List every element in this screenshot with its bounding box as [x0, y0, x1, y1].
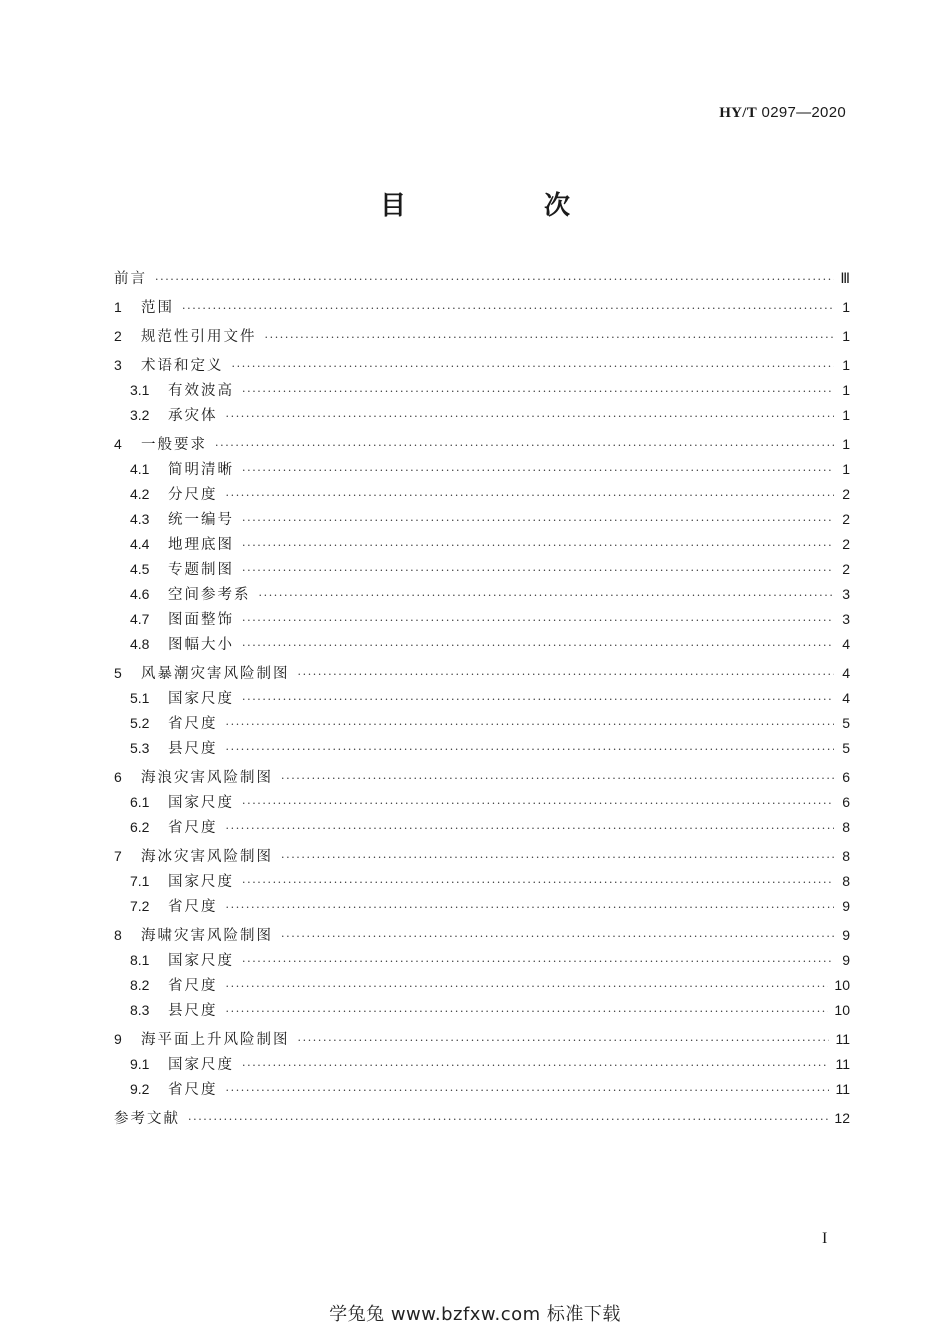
- toc-entry[interactable]: [114, 532, 850, 557]
- toc-entry-number: 9: [114, 1031, 122, 1047]
- toc-entry-label: 县尺度: [168, 1003, 218, 1019]
- toc-entry[interactable]: [114, 1052, 850, 1077]
- toc-entry[interactable]: [114, 948, 850, 973]
- toc-entry-label: 参考文献: [114, 1111, 180, 1127]
- toc-entry-label: 图幅大小: [168, 637, 234, 653]
- toc-entry-label: 图面整饰: [168, 612, 234, 628]
- toc-entry-page: 2: [842, 511, 850, 527]
- toc-entry-label: 海浪灾害风险制图: [141, 770, 273, 786]
- toc-dot-leader: [226, 974, 829, 999]
- toc-entry-label: 省尺度: [168, 716, 218, 732]
- toc-dot-leader: [215, 433, 834, 458]
- toc-entry[interactable]: [114, 266, 850, 291]
- toc-entry-number: 5.3: [130, 740, 150, 756]
- toc-entry-page: 1: [842, 357, 850, 373]
- toc-dot-leader: [242, 458, 834, 483]
- toc-dot-leader: [242, 608, 834, 633]
- toc-entry-label: 国家尺度: [168, 691, 234, 707]
- toc-entry-page: 11: [835, 1056, 850, 1072]
- toc-dot-leader: [281, 845, 834, 870]
- toc-dot-leader: [188, 1107, 828, 1132]
- toc-dot-leader: [242, 633, 834, 658]
- toc-entry[interactable]: [114, 815, 850, 840]
- toc-dot-leader: [226, 999, 829, 1024]
- toc-entry-label: 省尺度: [168, 899, 218, 915]
- toc-dot-leader: [226, 483, 835, 508]
- toc-entry-number: 4.8: [130, 636, 150, 652]
- document-code-prefix: HY/T: [719, 105, 758, 121]
- toc-dot-leader: [281, 924, 834, 949]
- toc-entry-page: 2: [842, 561, 850, 577]
- toc-entry-label: 国家尺度: [168, 795, 234, 811]
- toc-dot-leader: [226, 404, 835, 429]
- toc-entry-number: 6.1: [130, 794, 150, 810]
- toc-entry-label: 分尺度: [168, 487, 218, 503]
- toc-entry[interactable]: [114, 1027, 850, 1052]
- toc-entry-page: 12: [834, 1110, 850, 1126]
- toc-entry[interactable]: [114, 894, 850, 919]
- toc-dot-leader: [259, 583, 835, 608]
- toc-entry-page: 11: [835, 1031, 850, 1047]
- toc-entry-number: 4.5: [130, 561, 150, 577]
- toc-dot-leader: [281, 766, 834, 791]
- toc-entry-number: 3.2: [130, 407, 150, 423]
- toc-entry-page: 10: [834, 1002, 850, 1018]
- toc-entry[interactable]: [114, 973, 850, 998]
- toc-dot-leader: [242, 687, 834, 712]
- toc-entry-page: 9: [842, 927, 850, 943]
- toc-entry-number: 8: [114, 927, 122, 943]
- toc-entry[interactable]: [114, 378, 850, 403]
- toc-entry-page: 5: [842, 740, 850, 756]
- toc-entry-label: 空间参考系: [168, 587, 251, 603]
- toc-entry[interactable]: [114, 790, 850, 815]
- toc-entry-page: 1: [842, 299, 850, 315]
- watermark-footer: 学兔兔 www.bzfxw.com 标准下载: [329, 1304, 621, 1325]
- toc-dot-leader: [298, 1028, 830, 1053]
- toc-entry-number: 5.2: [130, 715, 150, 731]
- toc-entry-number: 8.1: [130, 952, 150, 968]
- toc-dot-leader: [232, 354, 835, 379]
- toc-entry[interactable]: [114, 1077, 850, 1102]
- toc-entry-page: 8: [842, 819, 850, 835]
- page-number: I: [822, 1230, 828, 1247]
- toc-entry-page: 1: [842, 461, 850, 477]
- toc-entry-label: 海冰灾害风险制图: [141, 849, 273, 865]
- toc-entry-label: 风暴潮灾害风险制图: [141, 666, 290, 682]
- document-code-number: 0297—2020: [761, 104, 846, 121]
- toc-entry-page: 1: [842, 407, 850, 423]
- toc-dot-leader: [226, 895, 835, 920]
- toc-entry-page: 11: [835, 1081, 850, 1097]
- toc-dot-leader: [242, 508, 834, 533]
- toc-dot-leader: [226, 1078, 830, 1103]
- toc-entry-number: 5.1: [130, 690, 150, 706]
- toc-entry[interactable]: [114, 765, 850, 790]
- toc-entry-page: 2: [842, 486, 850, 502]
- toc-entry-page: 5: [842, 715, 850, 731]
- toc-entry-number: 4.6: [130, 586, 150, 602]
- toc-entry-number: 9.1: [130, 1056, 150, 1072]
- toc-dot-leader: [298, 662, 835, 687]
- toc-entry-label: 前言: [114, 271, 147, 287]
- page-title: 目 次: [379, 191, 626, 221]
- toc-entry-label: 国家尺度: [168, 874, 234, 890]
- toc-entry-page: 1: [842, 328, 850, 344]
- toc-entry[interactable]: [114, 457, 850, 482]
- toc-entry-number: 7.1: [130, 873, 150, 889]
- toc-entry-label: 简明清晰: [168, 462, 234, 478]
- toc-entry[interactable]: [114, 432, 850, 457]
- toc-entry-page: 8: [842, 873, 850, 889]
- toc-dot-leader: [265, 325, 835, 350]
- toc-entry-number: 7: [114, 848, 122, 864]
- toc-entry-label: 有效波高: [168, 383, 234, 399]
- toc-entry-number: 2: [114, 328, 122, 344]
- toc-entry-label: 国家尺度: [168, 1057, 234, 1073]
- toc-entry[interactable]: [114, 353, 850, 378]
- toc-entry-number: 4.1: [130, 461, 150, 477]
- toc-dot-leader: [242, 533, 834, 558]
- toc-entry[interactable]: [114, 295, 850, 320]
- toc-entry[interactable]: [114, 711, 850, 736]
- toc-entry[interactable]: [114, 632, 850, 657]
- toc-dot-leader: [226, 737, 835, 762]
- toc-entry-label: 专题制图: [168, 562, 234, 578]
- toc-dot-leader: [226, 712, 835, 737]
- toc-entry-label: 省尺度: [168, 820, 218, 836]
- toc-entry-page: 10: [834, 977, 850, 993]
- toc-entry[interactable]: [114, 661, 850, 686]
- toc-entry-page: 9: [842, 952, 850, 968]
- toc-dot-leader: [242, 791, 834, 816]
- toc-dot-leader: [226, 816, 835, 841]
- toc-entry-page: 4: [842, 665, 850, 681]
- toc-entry[interactable]: [114, 324, 850, 349]
- toc-entry-number: 7.2: [130, 898, 150, 914]
- toc-entry[interactable]: [114, 1106, 850, 1131]
- toc-dot-leader: [242, 870, 834, 895]
- toc-entry-label: 一般要求: [141, 437, 207, 453]
- toc-entry-number: 8.3: [130, 1002, 150, 1018]
- toc-entry-page: 2: [842, 536, 850, 552]
- toc-entry[interactable]: [114, 736, 850, 761]
- toc-entry-number: 1: [114, 299, 122, 315]
- toc-entry-label: 规范性引用文件: [141, 329, 257, 345]
- toc-entry[interactable]: [114, 582, 850, 607]
- toc-entry-label: 国家尺度: [168, 953, 234, 969]
- toc-dot-leader: [182, 296, 834, 321]
- toc-entry-label: 县尺度: [168, 741, 218, 757]
- toc-entry-number: 6.2: [130, 819, 150, 835]
- toc-dot-leader: [242, 558, 834, 583]
- toc-entry-page: 3: [842, 586, 850, 602]
- toc-entry-page: Ⅲ: [840, 270, 850, 286]
- toc-entry[interactable]: [114, 998, 850, 1023]
- toc-entry-label: 地理底图: [168, 537, 234, 553]
- toc-entry-page: 3: [842, 611, 850, 627]
- toc-entry-number: 4: [114, 436, 122, 452]
- toc-entry[interactable]: [114, 557, 850, 582]
- toc-dot-leader: [242, 1053, 829, 1078]
- toc-entry-number: 6: [114, 769, 122, 785]
- toc-entry-number: 4.7: [130, 611, 150, 627]
- toc-entry[interactable]: [114, 403, 850, 428]
- toc-entry-label: 术语和定义: [141, 358, 224, 374]
- toc-entry-page: 9: [842, 898, 850, 914]
- toc-dot-leader: [242, 379, 834, 404]
- toc-entry[interactable]: [114, 686, 850, 711]
- toc-entry[interactable]: [114, 482, 850, 507]
- toc-entry-page: 6: [842, 794, 850, 810]
- toc-entry-page: 1: [842, 382, 850, 398]
- toc-dot-leader: [242, 949, 834, 974]
- toc-entry[interactable]: [114, 507, 850, 532]
- toc-dot-leader: [155, 267, 834, 292]
- toc-entry-label: 省尺度: [168, 978, 218, 994]
- toc-entry-label: 统一编号: [168, 512, 234, 528]
- toc-entry-label: 海啸灾害风险制图: [141, 928, 273, 944]
- toc-entry-number: 8.2: [130, 977, 150, 993]
- toc-entry-number: 4.3: [130, 511, 150, 527]
- toc-entry-number: 5: [114, 665, 122, 681]
- toc-entry-number: 9.2: [130, 1081, 150, 1097]
- table-of-contents: [114, 266, 850, 1131]
- toc-entry-number: 3.1: [130, 382, 150, 398]
- toc-entry-page: 4: [842, 690, 850, 706]
- toc-entry-label: 省尺度: [168, 1082, 218, 1098]
- toc-entry-number: 4.4: [130, 536, 150, 552]
- toc-entry[interactable]: [114, 844, 850, 869]
- toc-entry-page: 1: [842, 436, 850, 452]
- toc-entry-label: 范围: [141, 300, 174, 316]
- toc-entry-page: 6: [842, 769, 850, 785]
- toc-entry-number: 3: [114, 357, 122, 373]
- toc-entry[interactable]: [114, 607, 850, 632]
- toc-entry[interactable]: [114, 869, 850, 894]
- toc-entry-number: 4.2: [130, 486, 150, 502]
- toc-entry-label: 海平面上升风险制图: [141, 1032, 290, 1048]
- toc-entry-page: 8: [842, 848, 850, 864]
- document-code: [719, 104, 846, 122]
- toc-entry-label: 承灾体: [168, 408, 218, 424]
- toc-entry[interactable]: [114, 923, 850, 948]
- toc-entry-page: 4: [842, 636, 850, 652]
